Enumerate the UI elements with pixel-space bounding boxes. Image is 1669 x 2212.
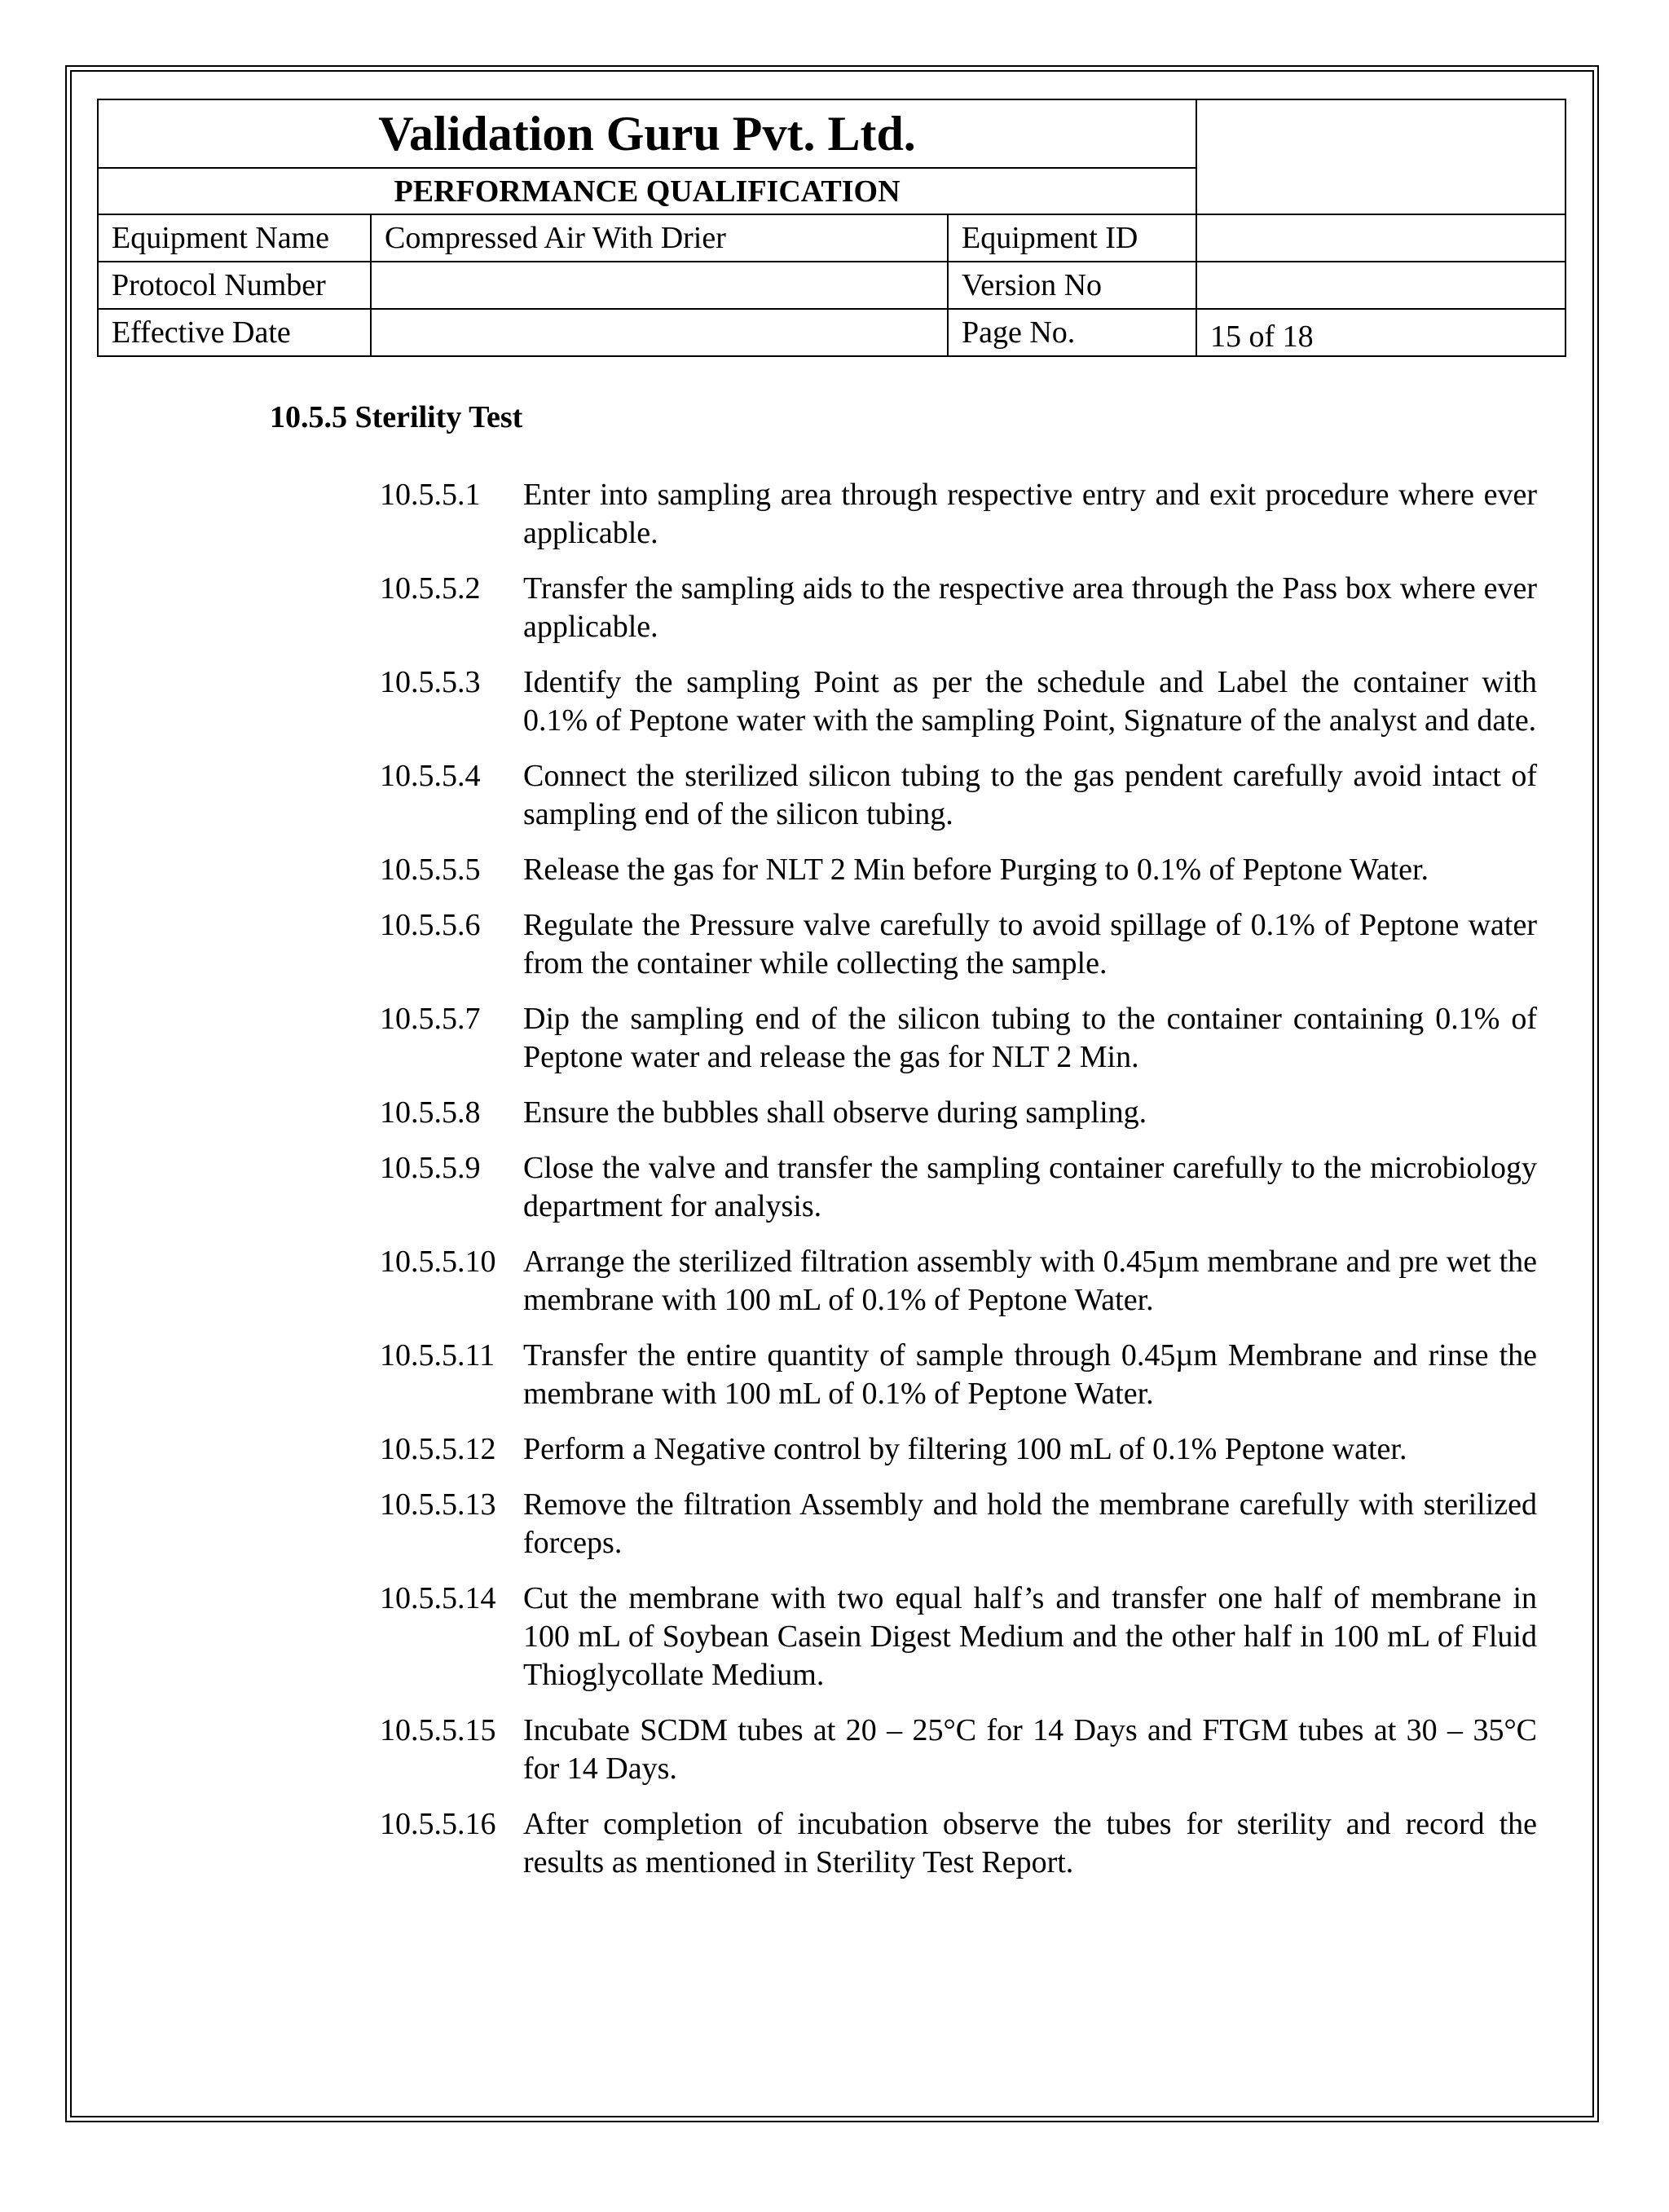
list-item: [380, 851, 1537, 889]
step-number: 10.5.5.11: [380, 1338, 495, 1373]
list-item: [380, 1486, 1537, 1562]
list-item: [380, 1243, 1537, 1320]
step-text: Remove the filtration Assembly and hold the membrane carefully with sterilized forceps.: [523, 1487, 1537, 1560]
step-text: Transfer the entire quantity of sample through 0.45µm Membrane and rinse the membrane with 100 mL of 0.1% of Peptone Water.: [523, 1338, 1537, 1411]
step-number: 10.5.5.3: [380, 665, 481, 699]
equipment-name-value: Compressed Air With Drier: [371, 214, 948, 262]
steps-list: [380, 476, 1537, 1899]
equipment-name-label: Equipment Name: [98, 214, 371, 262]
section-title: 10.5.5 Sterility Test: [270, 400, 523, 434]
page-no-label: Page No.: [948, 309, 1196, 356]
step-number: 10.5.5.1: [380, 478, 481, 512]
version-no-value: [1196, 262, 1566, 309]
list-item: [380, 1805, 1537, 1882]
step-number: 10.5.5.4: [380, 759, 481, 793]
effective-date-value: [371, 309, 948, 356]
step-number: 10.5.5.6: [380, 908, 481, 942]
step-text: Enter into sampling area through respective entry and exit procedure where ever applicable.: [523, 478, 1537, 550]
list-item: [380, 476, 1537, 553]
list-item: [380, 1337, 1537, 1413]
step-number: 10.5.5.12: [380, 1432, 496, 1466]
page-no-value: 15 of 18: [1196, 309, 1566, 356]
step-text: Connect the sterilized silicon tubing to the gas pendent carefully avoid intact of sampling end of the silicon tubing.: [523, 759, 1537, 831]
list-item: [380, 663, 1537, 740]
step-text: Cut the membrane with two equal half’s and transfer one half of membrane in 100 mL of Soybean Casein Digest Medium and the other half in 100 mL of Fluid Thioglycollate Medium.: [523, 1581, 1537, 1692]
step-text: After completion of incubation observe the tubes for sterility and record the results as mentioned in Sterility Test Report.: [523, 1807, 1537, 1879]
logo-cell: [1196, 99, 1566, 214]
step-number: 10.5.5.7: [380, 1002, 481, 1036]
effective-date-label: Effective Date: [98, 309, 371, 356]
document-type: PERFORMANCE QUALIFICATION: [98, 168, 1196, 214]
equipment-id-value: [1196, 214, 1566, 262]
step-number: 10.5.5.5: [380, 853, 481, 887]
equipment-id-label: Equipment ID: [948, 214, 1196, 262]
step-text: Dip the sampling end of the silicon tubing to the container containing 0.1% of Peptone water and release the gas for NLT 2 Min.: [523, 1002, 1537, 1074]
protocol-number-label: Protocol Number: [98, 262, 371, 309]
step-text: Incubate SCDM tubes at 20 – 25°C for 14 Days and FTGM tubes at 30 – 35°C for 14 Days.: [523, 1713, 1537, 1786]
list-item: [380, 1430, 1537, 1469]
step-number: 10.5.5.9: [380, 1151, 481, 1185]
company-name: Validation Guru Pvt. Ltd.: [98, 99, 1196, 168]
step-text: Release the gas for NLT 2 Min before Purging to 0.1% of Peptone Water.: [523, 853, 1429, 887]
step-text: Regulate the Pressure valve carefully to avoid spillage of 0.1% of Peptone water from the container while collecting the sample.: [523, 908, 1537, 980]
document-header-table: [97, 99, 1566, 357]
list-item: [380, 906, 1537, 983]
step-text: Close the valve and transfer the sampling container carefully to the microbiology department for analysis.: [523, 1151, 1537, 1223]
step-number: 10.5.5.16: [380, 1807, 496, 1841]
list-item: [380, 1149, 1537, 1226]
list-item: [380, 757, 1537, 834]
list-item: [380, 1712, 1537, 1788]
step-text: Ensure the bubbles shall observe during sampling.: [523, 1095, 1147, 1130]
step-text: Identify the sampling Point as per the schedule and Label the container with 0.1% of Peptone water with the sampling Point, Signature of the analyst and date.: [523, 665, 1537, 738]
list-item: [380, 1094, 1537, 1132]
step-number: 10.5.5.10: [380, 1245, 496, 1279]
protocol-number-value: [371, 262, 948, 309]
version-no-label: Version No: [948, 262, 1196, 309]
step-text: Arrange the sterilized filtration assembly with 0.45µm membrane and pre wet the membrane with 100 mL of 0.1% of Peptone Water.: [523, 1245, 1537, 1317]
step-text: Transfer the sampling aids to the respective area through the Pass box where ever applicable.: [523, 571, 1537, 644]
step-number: 10.5.5.13: [380, 1487, 496, 1522]
step-number: 10.5.5.15: [380, 1713, 496, 1747]
step-number: 10.5.5.2: [380, 571, 481, 606]
list-item: [380, 570, 1537, 646]
list-item: [380, 1000, 1537, 1077]
list-item: [380, 1580, 1537, 1694]
step-number: 10.5.5.8: [380, 1095, 481, 1130]
step-text: Perform a Negative control by filtering 100 mL of 0.1% Peptone water.: [523, 1432, 1407, 1466]
step-number: 10.5.5.14: [380, 1581, 496, 1615]
